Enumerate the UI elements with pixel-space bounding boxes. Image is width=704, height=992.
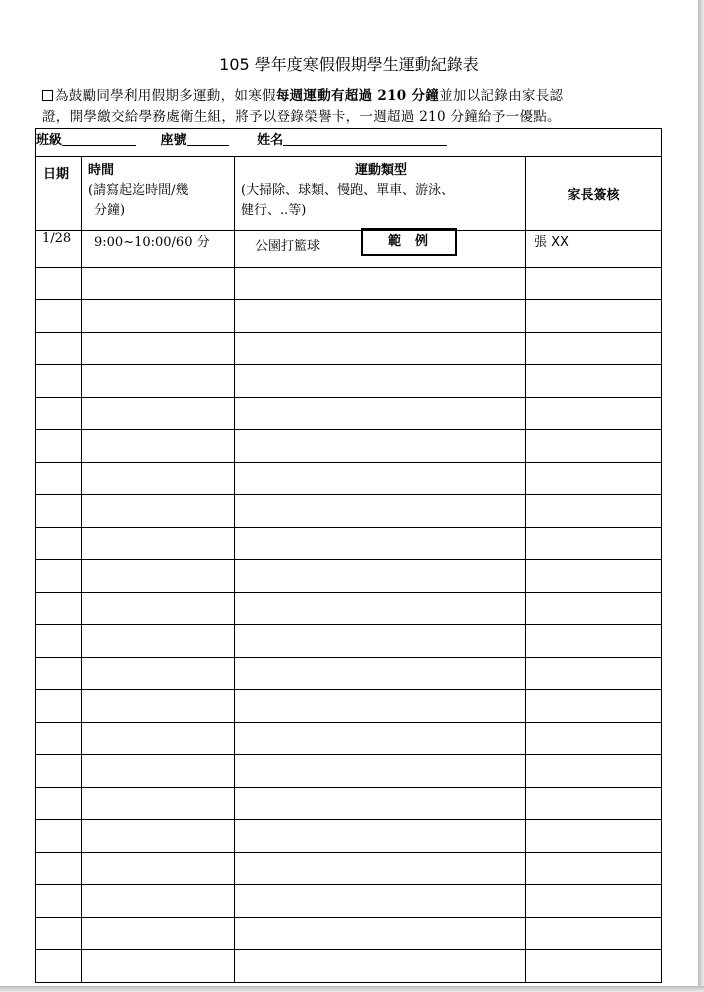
entry-sign-cell[interactable] (526, 365, 662, 398)
entry-sign-cell[interactable] (526, 950, 662, 983)
intro-line-1 (42, 86, 672, 107)
table-row (36, 690, 662, 723)
entry-date-cell[interactable] (36, 300, 82, 333)
entry-sign-cell[interactable] (526, 592, 662, 625)
entry-time-cell[interactable] (82, 267, 235, 300)
entry-time-cell[interactable] (82, 657, 235, 690)
name-field[interactable] (257, 129, 447, 148)
entry-type-cell[interactable] (235, 917, 526, 950)
header-time-note-1: (請寫起迄時間/幾 (88, 183, 189, 198)
entry-date-cell[interactable] (36, 397, 82, 430)
entry-type-cell[interactable] (235, 852, 526, 885)
entry-type-cell[interactable] (235, 755, 526, 788)
entry-time-cell[interactable] (82, 755, 235, 788)
intro-line-1-pre: 為鼓勵同學利用假期多運動，如寒假 (55, 88, 276, 104)
table-row (36, 300, 662, 333)
entry-sign-cell[interactable] (526, 462, 662, 495)
seat-blank-line[interactable] (187, 145, 229, 146)
entry-sign-cell[interactable] (526, 885, 662, 918)
header-type-note-1: (大掃除、球類、慢跑、單車、游泳、 (241, 183, 455, 198)
entry-time-cell[interactable] (82, 560, 235, 593)
example-date: 1/28 (36, 231, 82, 268)
table-row (36, 820, 662, 853)
entry-date-cell[interactable] (36, 560, 82, 593)
entry-sign-cell[interactable] (526, 852, 662, 885)
table-row (36, 625, 662, 658)
table-row (36, 527, 662, 560)
entry-time-cell[interactable] (82, 917, 235, 950)
entry-sign-cell[interactable] (526, 722, 662, 755)
entry-sign-cell[interactable] (526, 300, 662, 333)
entry-sign-cell[interactable] (526, 755, 662, 788)
entry-sign-cell[interactable] (526, 690, 662, 723)
intro-line-1-post: 並加以記錄由家長認 (439, 88, 564, 104)
seat-label: 座號 (160, 133, 187, 148)
header-date: 日期 (36, 157, 82, 231)
entry-sign-cell[interactable] (526, 625, 662, 658)
table-row (36, 462, 662, 495)
entry-time-cell[interactable] (82, 430, 235, 463)
entry-time-cell[interactable] (82, 332, 235, 365)
entry-type-cell[interactable] (235, 462, 526, 495)
page-shadow-bottom (0, 986, 704, 992)
entry-type-cell[interactable] (235, 592, 526, 625)
entry-time-cell[interactable] (82, 300, 235, 333)
table-row (36, 755, 662, 788)
entry-date-cell[interactable] (36, 885, 82, 918)
table-row (36, 852, 662, 885)
entry-date-cell[interactable] (36, 852, 82, 885)
page-title: 105 學年度寒假假期學生運動紀錄表 (219, 55, 479, 74)
header-row (36, 157, 662, 231)
entry-time-cell[interactable] (82, 495, 235, 528)
table-row (36, 657, 662, 690)
name-label: 姓名 (257, 133, 284, 148)
table-row (36, 430, 662, 463)
intro-line-1-bold: 每週運動有超過 210 分鐘 (275, 88, 440, 104)
header-time (82, 157, 235, 231)
entry-date-cell[interactable] (36, 722, 82, 755)
entry-type-cell[interactable] (235, 527, 526, 560)
entry-type-cell[interactable] (235, 332, 526, 365)
table-row (36, 560, 662, 593)
entry-type-cell[interactable] (235, 885, 526, 918)
entry-date-cell[interactable] (36, 625, 82, 658)
entry-type-cell[interactable] (235, 722, 526, 755)
entry-date-cell[interactable] (36, 820, 82, 853)
entry-type-cell[interactable] (235, 397, 526, 430)
header-time-note-2: 分鐘) (94, 203, 126, 218)
entry-sign-cell[interactable] (526, 397, 662, 430)
table-row (36, 397, 662, 430)
entry-time-cell[interactable] (82, 787, 235, 820)
entry-date-cell[interactable] (36, 917, 82, 950)
example-type-cell (235, 231, 526, 268)
table-row (36, 885, 662, 918)
header-sign: 家長簽核 (526, 157, 662, 231)
example-badge: 範例 (361, 228, 457, 256)
example-type: 公園打籃球 (255, 239, 321, 254)
page-shadow-right (698, 0, 704, 992)
entry-date-cell[interactable] (36, 430, 82, 463)
entry-type-cell[interactable] (235, 430, 526, 463)
table-row (36, 787, 662, 820)
entry-date-cell[interactable] (36, 787, 82, 820)
entry-date-cell[interactable] (36, 755, 82, 788)
entry-sign-cell[interactable] (526, 267, 662, 300)
entry-sign-cell[interactable] (526, 657, 662, 690)
entry-sign-cell[interactable] (526, 495, 662, 528)
seat-field[interactable] (161, 129, 229, 148)
exercise-record-table (35, 128, 662, 983)
header-type-note-2: 健行、..等) (241, 203, 307, 218)
entry-type-cell[interactable] (235, 787, 526, 820)
entry-sign-cell[interactable] (526, 560, 662, 593)
entry-time-cell[interactable] (82, 592, 235, 625)
entry-time-cell[interactable] (82, 852, 235, 885)
entry-date-cell[interactable] (36, 495, 82, 528)
table-row (36, 592, 662, 625)
entry-type-cell[interactable] (235, 625, 526, 658)
entry-time-cell[interactable] (82, 527, 235, 560)
entry-date-cell[interactable] (36, 690, 82, 723)
entry-sign-cell[interactable] (526, 917, 662, 950)
entry-type-cell[interactable] (235, 300, 526, 333)
entry-sign-cell[interactable] (526, 332, 662, 365)
entry-sign-cell[interactable] (526, 820, 662, 853)
table-row (36, 267, 662, 300)
class-label: 班級 (36, 133, 63, 148)
entry-time-cell[interactable] (82, 885, 235, 918)
table-row (36, 365, 662, 398)
example-row (36, 231, 662, 268)
header-type-title: 運動類型 (354, 163, 407, 178)
name-blank-line[interactable] (283, 145, 447, 146)
entry-time-cell[interactable] (82, 690, 235, 723)
table-row (36, 917, 662, 950)
entry-date-cell[interactable] (36, 462, 82, 495)
entry-date-cell[interactable] (36, 365, 82, 398)
entry-date-cell[interactable] (36, 332, 82, 365)
header-time-title: 時間 (88, 163, 115, 178)
entry-time-cell[interactable] (82, 397, 235, 430)
entry-time-cell[interactable] (82, 462, 235, 495)
intro-text (42, 86, 672, 128)
table-row (36, 332, 662, 365)
entry-sign-cell[interactable] (526, 787, 662, 820)
entry-date-cell[interactable] (36, 657, 82, 690)
entry-sign-cell[interactable] (526, 527, 662, 560)
table-row (36, 495, 662, 528)
entry-time-cell[interactable] (82, 722, 235, 755)
entry-sign-cell[interactable] (526, 430, 662, 463)
student-info-row (36, 129, 662, 157)
class-field[interactable] (36, 129, 136, 148)
class-blank-line[interactable] (62, 145, 136, 146)
blank-rows (36, 267, 662, 982)
entry-type-cell[interactable] (235, 657, 526, 690)
header-type (235, 157, 526, 231)
entry-time-cell[interactable] (82, 950, 235, 983)
entry-type-cell[interactable] (235, 950, 526, 983)
entry-type-cell[interactable] (235, 495, 526, 528)
table-row (36, 722, 662, 755)
entry-date-cell[interactable] (36, 527, 82, 560)
entry-type-cell[interactable] (235, 690, 526, 723)
student-info-cell (36, 129, 662, 157)
entry-time-cell[interactable] (82, 820, 235, 853)
intro-line-2: 證，開學繳交給學務處衛生組，將予以登錄榮譽卡，一週超過 210 分鐘給予一優點。 (42, 109, 561, 125)
entry-date-cell[interactable] (36, 950, 82, 983)
entry-time-cell[interactable] (82, 365, 235, 398)
entry-type-cell[interactable] (235, 560, 526, 593)
entry-date-cell[interactable] (36, 267, 82, 300)
entry-date-cell[interactable] (36, 592, 82, 625)
entry-type-cell[interactable] (235, 365, 526, 398)
example-sign: 張 XX (526, 231, 662, 268)
entry-type-cell[interactable] (235, 267, 526, 300)
entry-type-cell[interactable] (235, 820, 526, 853)
entry-time-cell[interactable] (82, 625, 235, 658)
example-time: 9:00~10:00/60 分 (82, 231, 235, 268)
table-row (36, 950, 662, 983)
checkbox-icon (42, 90, 53, 101)
